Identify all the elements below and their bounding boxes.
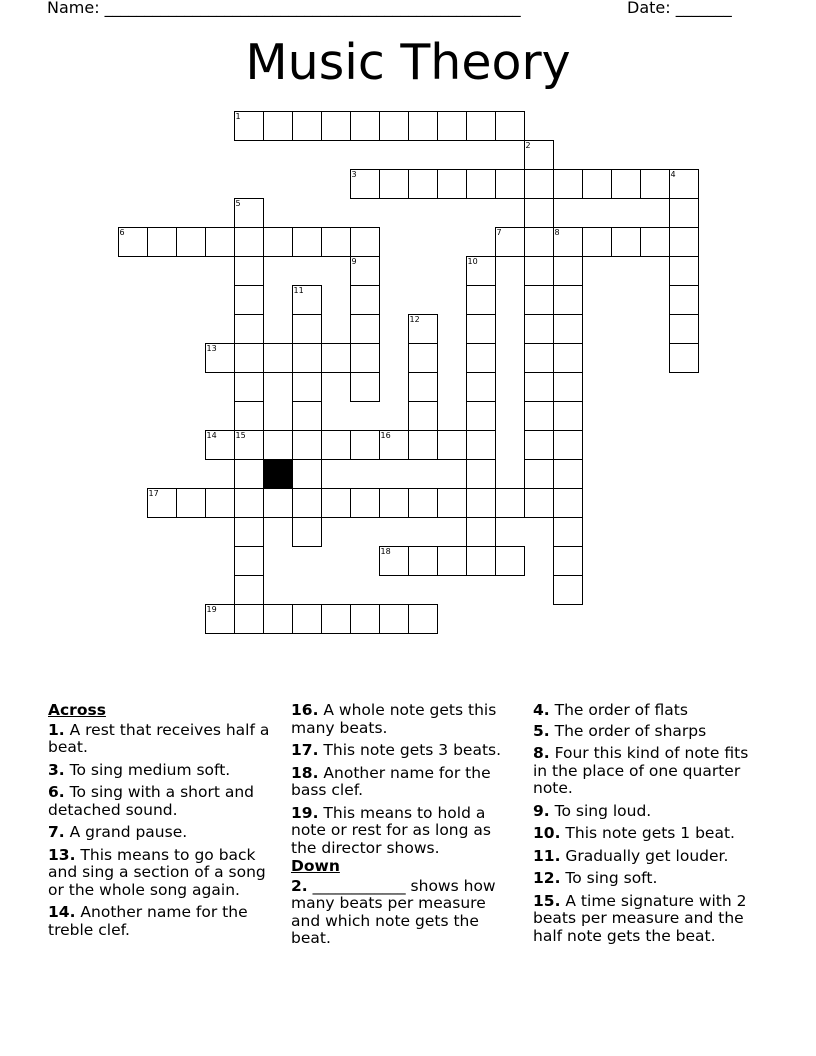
grid-cell[interactable] xyxy=(379,169,409,199)
grid-cell[interactable] xyxy=(466,169,496,199)
clue-number: 10 xyxy=(467,256,478,266)
clue-number: 5 xyxy=(235,198,241,208)
clue-number: 7 xyxy=(496,227,502,237)
grid-cell[interactable] xyxy=(350,285,380,315)
grid-cell[interactable] xyxy=(524,401,554,431)
clue-across-7: 7. A grand pause. xyxy=(48,823,188,841)
grid-cell[interactable] xyxy=(234,459,264,489)
grid-cell[interactable] xyxy=(292,314,322,344)
clue-across-6: 6. To sing with a short and detached sound. xyxy=(48,783,254,819)
grid-cell[interactable] xyxy=(234,343,264,373)
grid-cell[interactable] xyxy=(234,517,264,547)
grid-cell[interactable] xyxy=(321,604,351,634)
grid-cell[interactable] xyxy=(669,343,699,373)
grid-cell[interactable] xyxy=(292,517,322,547)
grid-cell[interactable] xyxy=(408,604,438,634)
clues-column-1 xyxy=(48,702,280,944)
grid-cell[interactable] xyxy=(524,459,554,489)
grid-cell[interactable] xyxy=(524,140,554,170)
grid-cell[interactable] xyxy=(350,604,380,634)
grid-cell[interactable] xyxy=(466,401,496,431)
down-heading: Down xyxy=(291,857,340,875)
clue-number: 16 xyxy=(380,430,391,440)
grid-cell[interactable] xyxy=(263,488,293,518)
clue-number: 2 xyxy=(525,140,531,150)
grid-cell[interactable] xyxy=(234,488,264,518)
grid-cell[interactable] xyxy=(553,488,583,518)
grid-cell[interactable] xyxy=(321,111,351,141)
clue-number: 9 xyxy=(351,256,357,266)
grid-cell[interactable] xyxy=(292,372,322,402)
grid-cell[interactable] xyxy=(466,285,496,315)
grid-cell[interactable] xyxy=(437,169,467,199)
grid-cell[interactable] xyxy=(408,343,438,373)
grid-cell[interactable] xyxy=(669,256,699,286)
grid-cell[interactable] xyxy=(234,401,264,431)
grid-cell[interactable] xyxy=(437,546,467,576)
grid-cell[interactable] xyxy=(524,285,554,315)
grid-cell[interactable] xyxy=(582,227,612,257)
across-heading: Across xyxy=(48,701,106,719)
grid-cell[interactable] xyxy=(263,604,293,634)
black-square xyxy=(263,459,293,489)
clue-number: 15 xyxy=(235,430,246,440)
grid-cell[interactable] xyxy=(292,343,322,373)
grid-cell[interactable] xyxy=(553,372,583,402)
clue-across-1: 1. A rest that receives half a beat. xyxy=(48,720,270,756)
grid-cell[interactable] xyxy=(640,169,670,199)
grid-cell[interactable] xyxy=(408,488,438,518)
grid-cell[interactable] xyxy=(669,169,699,199)
clue-across-3: 3. To sing medium soft. xyxy=(48,760,231,779)
grid-cell[interactable] xyxy=(292,111,322,141)
grid-cell[interactable] xyxy=(205,488,235,518)
grid-cell[interactable] xyxy=(408,401,438,431)
clue-across-17: 17. This note gets 3 beats. xyxy=(291,741,502,759)
grid-cell[interactable] xyxy=(292,401,322,431)
clue-number: 4 xyxy=(670,169,676,179)
clue-down-11: 11. Gradually get louder. xyxy=(533,846,729,865)
clues-column-3 xyxy=(533,702,763,950)
date-field[interactable]: Date: _______ xyxy=(627,0,732,17)
grid-cell[interactable] xyxy=(205,604,235,634)
grid-cell[interactable] xyxy=(205,227,235,257)
grid-cell[interactable] xyxy=(553,546,583,576)
clue-down-8: 8. Four this kind of note fits in the place of one quarter note. xyxy=(533,744,749,797)
grid-cell[interactable] xyxy=(350,488,380,518)
clue-down-2: 2. ____________ shows how many beats per measure and which note gets the beat. xyxy=(291,876,496,947)
grid-cell[interactable] xyxy=(176,488,206,518)
grid-cell[interactable] xyxy=(292,488,322,518)
grid-cell[interactable] xyxy=(408,314,438,344)
grid-cell[interactable] xyxy=(350,314,380,344)
grid-cell[interactable] xyxy=(669,198,699,228)
grid-cell[interactable] xyxy=(495,546,525,576)
grid-cell[interactable] xyxy=(350,227,380,257)
grid-cell[interactable] xyxy=(263,430,293,460)
grid-cell[interactable] xyxy=(379,546,409,576)
grid-cell[interactable] xyxy=(234,111,264,141)
grid-cell[interactable] xyxy=(437,430,467,460)
clue-number: 19 xyxy=(206,604,217,614)
grid-cell[interactable] xyxy=(350,430,380,460)
clue-number: 11 xyxy=(293,285,304,295)
grid-cell[interactable] xyxy=(147,488,177,518)
grid-cell[interactable] xyxy=(350,111,380,141)
grid-cell[interactable] xyxy=(553,430,583,460)
clue-across-16: 16. A whole note gets this many beats. xyxy=(291,701,497,737)
grid-cell[interactable] xyxy=(466,256,496,286)
grid-cell[interactable] xyxy=(495,488,525,518)
grid-cell[interactable] xyxy=(669,285,699,315)
grid-cell[interactable] xyxy=(263,111,293,141)
puzzle-title: Music Theory xyxy=(245,34,571,91)
grid-cell[interactable] xyxy=(234,227,264,257)
grid-cell[interactable] xyxy=(524,169,554,199)
grid-cell[interactable] xyxy=(524,256,554,286)
grid-cell[interactable] xyxy=(292,459,322,489)
grid-cell[interactable] xyxy=(495,169,525,199)
grid-cell[interactable] xyxy=(118,227,148,257)
clue-number: 12 xyxy=(409,314,420,324)
clue-number: 14 xyxy=(206,430,217,440)
grid-cell[interactable] xyxy=(582,169,612,199)
grid-cell[interactable] xyxy=(234,604,264,634)
grid-cell[interactable] xyxy=(176,227,206,257)
grid-cell[interactable] xyxy=(466,111,496,141)
clue-number: 6 xyxy=(119,227,125,237)
grid-cell[interactable] xyxy=(147,227,177,257)
grid-cell[interactable] xyxy=(553,169,583,199)
clues-column-2 xyxy=(291,702,516,953)
grid-cell[interactable] xyxy=(234,575,264,605)
grid-cell[interactable] xyxy=(524,314,554,344)
grid-cell[interactable] xyxy=(524,430,554,460)
grid-cell[interactable] xyxy=(553,575,583,605)
grid-cell[interactable] xyxy=(379,111,409,141)
clue-down-12: 12. To sing soft. xyxy=(533,869,658,887)
grid-cell[interactable] xyxy=(321,227,351,257)
grid-cell[interactable] xyxy=(234,430,264,460)
grid-cell[interactable] xyxy=(524,227,554,257)
grid-cell[interactable] xyxy=(234,546,264,576)
grid-cell[interactable] xyxy=(466,488,496,518)
grid-cell[interactable] xyxy=(408,430,438,460)
clue-across-18: 18. Another name for the bass clef. xyxy=(291,763,491,799)
grid-cell[interactable] xyxy=(553,343,583,373)
clue-across-13: 13. This means to go back and sing a section of a song or the whole song again. xyxy=(48,845,266,899)
grid-cell[interactable] xyxy=(350,169,380,199)
grid-cell[interactable] xyxy=(466,343,496,373)
grid-cell[interactable] xyxy=(379,488,409,518)
grid-cell[interactable] xyxy=(350,372,380,402)
grid-cell[interactable] xyxy=(379,430,409,460)
grid-cell[interactable] xyxy=(495,111,525,141)
grid-cell[interactable] xyxy=(408,546,438,576)
grid-cell[interactable] xyxy=(495,227,525,257)
grid-cell[interactable] xyxy=(292,430,322,460)
clue-down-9: 9. To sing loud. xyxy=(533,801,652,820)
grid-cell[interactable] xyxy=(611,227,641,257)
grid-cell[interactable] xyxy=(524,198,554,228)
grid-cell[interactable] xyxy=(205,343,235,373)
grid-cell[interactable] xyxy=(408,111,438,141)
clue-number: 3 xyxy=(351,169,357,179)
grid-cell[interactable] xyxy=(321,343,351,373)
grid-cell[interactable] xyxy=(321,430,351,460)
clue-number: 17 xyxy=(148,488,159,498)
grid-cell[interactable] xyxy=(611,169,641,199)
grid-cell[interactable] xyxy=(466,546,496,576)
grid-cell[interactable] xyxy=(408,372,438,402)
grid-cell[interactable] xyxy=(234,285,264,315)
name-field[interactable]: Name: ____________________________________________________ xyxy=(47,0,521,17)
grid-cell[interactable] xyxy=(553,314,583,344)
grid-cell[interactable] xyxy=(234,372,264,402)
grid-cell[interactable] xyxy=(669,227,699,257)
grid-cell[interactable] xyxy=(466,517,496,547)
clue-number: 18 xyxy=(380,546,391,556)
grid-cell[interactable] xyxy=(234,256,264,286)
grid-cell[interactable] xyxy=(350,256,380,286)
grid-cell[interactable] xyxy=(234,314,264,344)
grid-cell[interactable] xyxy=(466,430,496,460)
grid-cell[interactable] xyxy=(292,227,322,257)
grid-cell[interactable] xyxy=(321,488,351,518)
grid-cell[interactable] xyxy=(234,198,264,228)
grid-cell[interactable] xyxy=(553,401,583,431)
grid-cell[interactable] xyxy=(553,227,583,257)
grid-cell[interactable] xyxy=(524,488,554,518)
grid-cell[interactable] xyxy=(466,459,496,489)
grid-cell[interactable] xyxy=(408,169,438,199)
grid-cell[interactable] xyxy=(263,227,293,257)
grid-cell[interactable] xyxy=(292,285,322,315)
grid-cell[interactable] xyxy=(553,256,583,286)
clue-across-19: 19. This means to hold a note or rest for as long as the director shows. xyxy=(291,803,491,857)
grid-cell[interactable] xyxy=(263,343,293,373)
grid-cell[interactable] xyxy=(466,314,496,344)
grid-cell[interactable] xyxy=(437,111,467,141)
grid-cell[interactable] xyxy=(640,227,670,257)
grid-cell[interactable] xyxy=(553,459,583,489)
clue-across-14: 14. Another name for the treble clef. xyxy=(48,903,248,939)
clue-down-15: 15. A time signature with 2 beats per measure and the half note gets the beat. xyxy=(533,891,747,945)
clue-down-10: 10. This note gets 1 beat. xyxy=(533,824,735,842)
clue-number: 13 xyxy=(206,343,217,353)
clue-down-5: 5. The order of sharps xyxy=(533,721,707,740)
grid-cell[interactable] xyxy=(350,343,380,373)
grid-cell[interactable] xyxy=(205,430,235,460)
clue-down-4: 4. The order of flats xyxy=(533,701,688,719)
grid-cell[interactable] xyxy=(669,314,699,344)
grid-cell[interactable] xyxy=(553,517,583,547)
grid-cell[interactable] xyxy=(553,285,583,315)
clue-number: 1 xyxy=(235,111,241,121)
grid-cell[interactable] xyxy=(524,343,554,373)
grid-cell[interactable] xyxy=(466,372,496,402)
grid-cell[interactable] xyxy=(379,604,409,634)
clue-number: 8 xyxy=(554,227,560,237)
grid-cell[interactable] xyxy=(524,372,554,402)
grid-cell[interactable] xyxy=(292,604,322,634)
grid-cell[interactable] xyxy=(437,488,467,518)
